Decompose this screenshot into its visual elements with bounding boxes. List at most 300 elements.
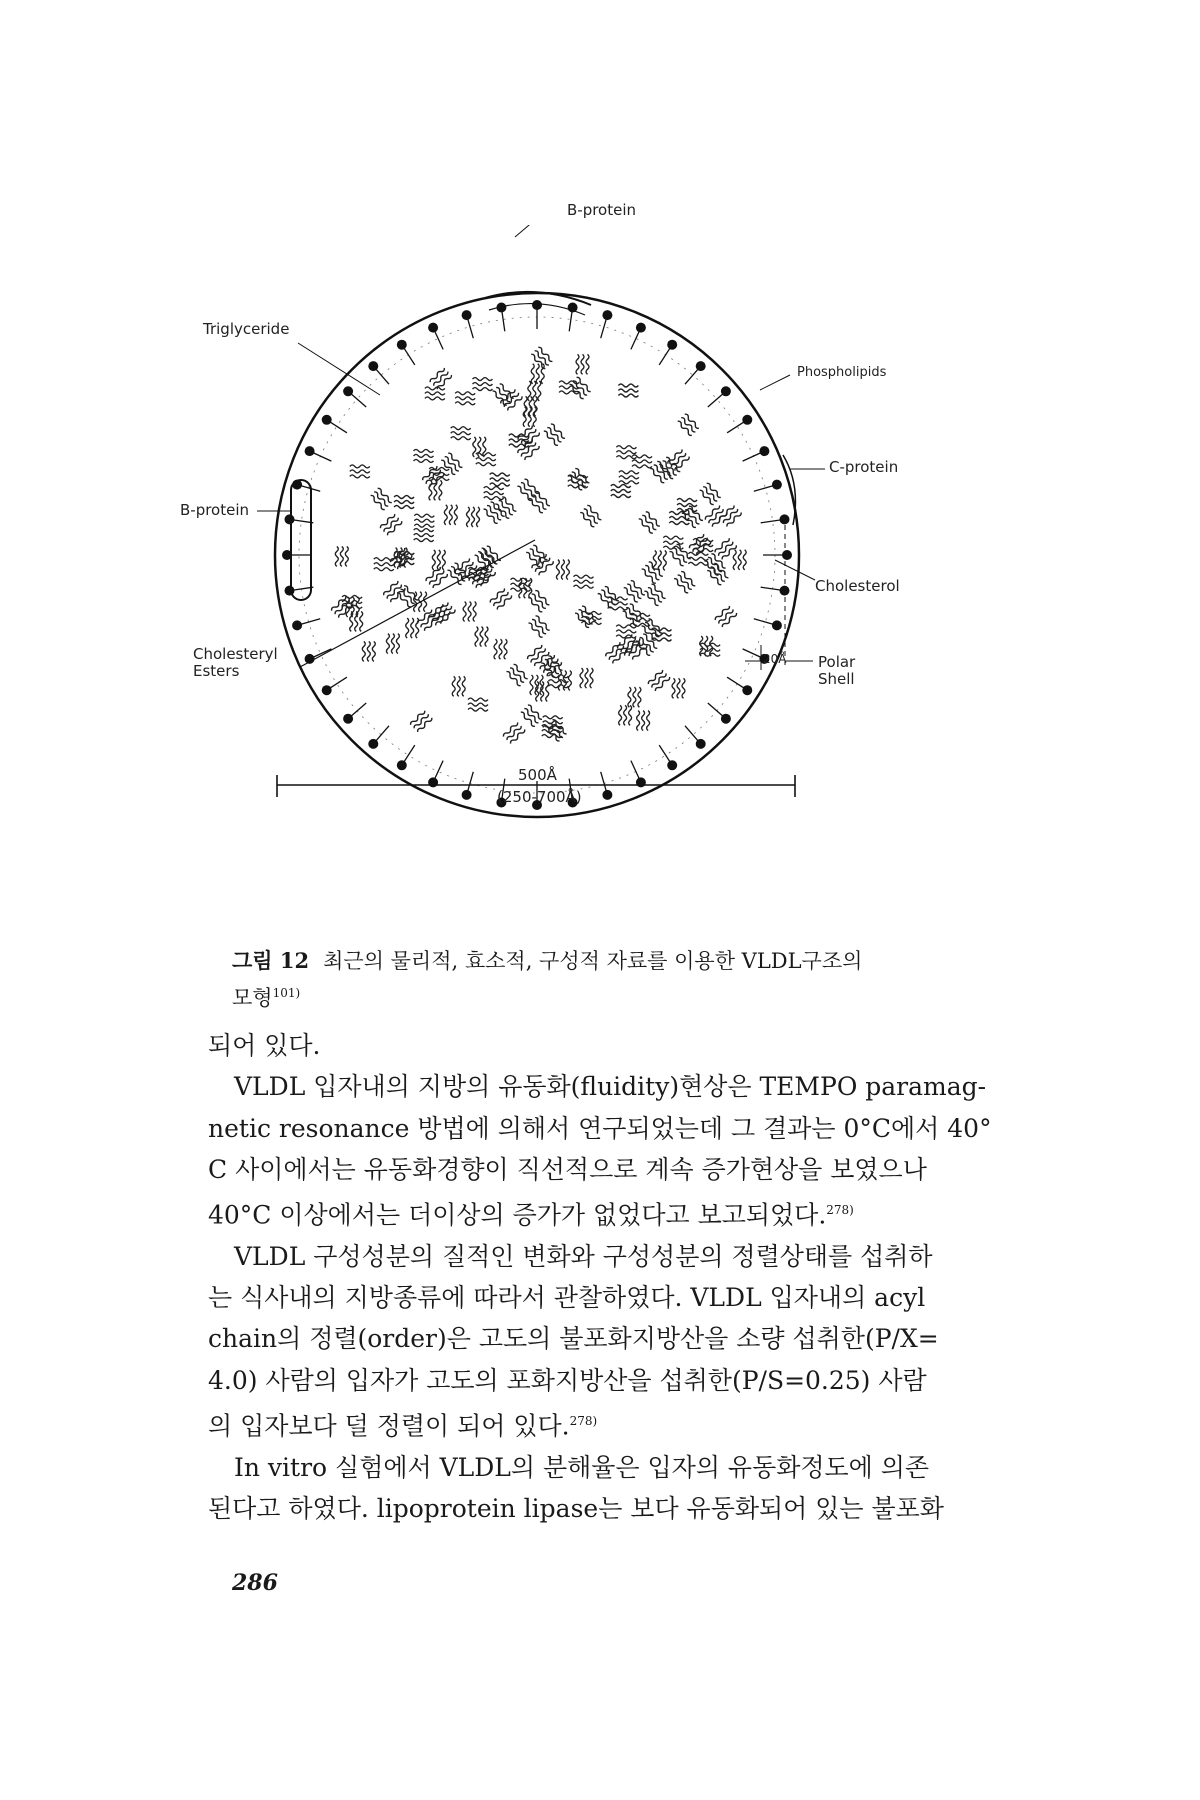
phospholipid-tail <box>310 451 332 461</box>
lipid-chain-cluster <box>677 413 700 436</box>
lipid-chain <box>658 550 661 570</box>
lipid-chain <box>444 505 447 525</box>
lipid-chain <box>432 550 435 570</box>
lipid-chain <box>632 455 652 458</box>
lipid-chain <box>586 354 589 374</box>
lipid-chain <box>561 560 564 580</box>
lipid-chain-cluster <box>489 587 512 610</box>
lipid-chain <box>374 563 394 566</box>
lipid-chain-cluster <box>637 711 650 731</box>
label-phospholipids: Phospholipids <box>797 365 887 380</box>
lipid-chain-cluster <box>425 566 448 589</box>
phospholipid-tail <box>727 677 747 690</box>
paragraph-3-line-5-wrap <box>208 1401 1038 1447</box>
lipid-chain <box>462 676 465 696</box>
lipid-chain-cluster <box>425 387 445 400</box>
lipid-chain <box>454 505 457 525</box>
lipid-chain-cluster <box>628 687 641 707</box>
paragraph-2-line-2: netic resonance 방법에 의해서 연구되었는데 그 결과는 0°C에서 40° <box>208 1113 992 1143</box>
lipid-chain <box>581 354 584 374</box>
lipid-chain <box>391 634 394 654</box>
lipid-chain <box>543 721 563 724</box>
vldl-structure-figure <box>180 201 1055 925</box>
lipid-chain <box>608 602 628 605</box>
lipid-chain <box>449 505 452 525</box>
lipid-chain-cluster <box>638 511 661 534</box>
lipid-chain <box>414 539 434 542</box>
phospholipid-tail <box>433 328 443 350</box>
lipid-chain <box>669 512 689 515</box>
lipid-chain <box>476 463 496 466</box>
lipid-chain <box>473 378 493 381</box>
lipid-chain <box>394 506 414 509</box>
lipid-chain-cluster <box>370 487 393 510</box>
vldl-particle-diagram <box>215 225 1055 925</box>
lipid-chain <box>473 437 476 457</box>
label-triglyceride: Triglyceride <box>203 320 290 338</box>
lipid-chain <box>538 381 541 401</box>
lipid-chain <box>618 394 638 397</box>
lipid-chain <box>372 641 375 661</box>
lipid-chain <box>556 560 559 580</box>
core-lipids <box>331 346 747 744</box>
lipid-chain <box>629 705 632 725</box>
phospholipids-leader <box>760 375 790 390</box>
lipid-chain-cluster <box>530 675 543 695</box>
lipid-chain <box>414 514 434 517</box>
lipid-chain <box>608 597 628 600</box>
lipid-chain <box>442 550 445 570</box>
lipid-chain-cluster <box>451 427 471 440</box>
lipid-chain <box>533 407 536 427</box>
lipid-chain-cluster <box>335 546 348 566</box>
paragraph-3-line-1: VLDL 구성성분의 질적인 변화와 구성성분의 정렬상태를 섭취하 <box>234 1241 933 1271</box>
lipid-chain <box>542 735 562 738</box>
lipid-chain <box>566 560 569 580</box>
lipid-chain-cluster <box>619 471 639 484</box>
paragraph-3-ref: 278) <box>569 1414 598 1428</box>
paragraph-2-line-4: 40°C 이상에서는 더이상의 증가가 없었다고 보고되었다. <box>208 1200 827 1230</box>
lipid-chain-cluster <box>505 663 528 686</box>
phospholipid-tail <box>433 761 443 783</box>
lipid-chain-cluster <box>531 553 554 576</box>
lipid-chain <box>669 522 689 525</box>
lipid-chain <box>677 499 697 502</box>
lipid-chain-cluster <box>704 504 727 527</box>
b-protein-left-band <box>291 480 311 600</box>
lipid-chain <box>490 478 510 481</box>
paragraph-3-line-4: 4.0) 사람의 입자가 고도의 포화지방산을 섭취한(P/S=0.25) 사람 <box>208 1365 927 1395</box>
label-cholesteryl-esters-2: Esters <box>193 662 240 680</box>
phospholipid-tail <box>743 451 765 461</box>
label-b-protein-top: B-protein <box>567 201 637 219</box>
body-text <box>208 1025 1038 1529</box>
phospholipid-head <box>292 620 302 630</box>
lipid-chain-cluster <box>714 605 737 628</box>
lipid-chain-cluster <box>669 512 689 525</box>
lipid-chain-cluster <box>414 529 434 542</box>
lipid-chain-cluster <box>677 499 697 512</box>
phospholipid-head <box>636 777 646 787</box>
lipid-chain <box>414 524 434 527</box>
lipid-chain <box>611 490 631 493</box>
lipid-chain <box>616 451 636 454</box>
lipid-chain <box>619 705 622 725</box>
phospholipid-tail <box>310 649 332 659</box>
lipid-chain-cluster <box>432 550 445 570</box>
phospholipid-tail <box>348 703 366 719</box>
lipid-chain <box>688 562 708 565</box>
lipid-chain-cluster <box>463 602 476 622</box>
label-b-protein-left: B-protein <box>180 501 250 519</box>
lipid-chain <box>638 687 641 707</box>
lipid-chain <box>672 678 675 698</box>
lipid-chain <box>350 475 370 478</box>
phospholipid-tail <box>631 328 641 350</box>
lipid-chain-cluster <box>475 627 488 647</box>
lipid-chain-cluster <box>688 552 708 565</box>
lipid-chain <box>642 711 645 731</box>
phospholipid-head <box>602 310 612 320</box>
lipid-chain <box>528 407 531 427</box>
lipid-chain <box>485 627 488 647</box>
lipid-chain <box>533 381 536 401</box>
lipid-chain-cluster <box>476 453 496 466</box>
label-cholesterol: Cholesterol <box>815 577 900 595</box>
lipid-chain <box>439 480 442 500</box>
lipid-chain-cluster <box>379 513 402 536</box>
lipid-chain <box>743 550 746 570</box>
lipid-chain-cluster <box>511 578 531 591</box>
lipid-chain <box>414 519 434 522</box>
lipid-chain <box>531 364 534 384</box>
lipid-chain-cluster <box>672 678 685 698</box>
figure-caption <box>232 945 1032 1014</box>
lipid-chain-cluster <box>473 378 493 391</box>
particle-outline <box>275 293 799 817</box>
paragraph-1: 되어 있다. <box>208 1031 321 1060</box>
lipid-chain <box>647 711 650 731</box>
lipid-chain <box>468 708 488 711</box>
lipid-chain <box>473 383 493 386</box>
lipid-chain-cluster <box>490 473 510 486</box>
lipid-chain-cluster <box>429 367 452 390</box>
lipid-chain-cluster <box>494 639 507 659</box>
phospholipid-tail <box>727 420 747 433</box>
lipid-chain <box>350 470 370 473</box>
lipid-chain-cluster <box>500 388 523 411</box>
lipid-chain-cluster <box>733 550 746 570</box>
phospholipid-head <box>636 323 646 333</box>
lipid-chain <box>688 557 708 560</box>
lipid-chain <box>484 497 504 500</box>
lipid-chain <box>360 611 363 631</box>
lipid-chain-cluster <box>619 705 632 725</box>
lipid-chain <box>624 705 627 725</box>
lipid-chain <box>590 668 593 688</box>
label-scale-main: 500Å <box>518 766 557 784</box>
lipid-chain-cluster <box>643 583 666 606</box>
lipid-chain <box>632 460 652 463</box>
lipid-chain <box>616 446 636 449</box>
lipid-chain-cluster <box>568 376 591 399</box>
caption-number: 그림 12 <box>232 948 310 973</box>
paragraph-3-line-3: chain의 정렬(order)은 고도의 불포화지방산을 소량 섭취한(P/X= <box>208 1324 939 1354</box>
lipid-chain <box>529 396 532 416</box>
phospholipid-head <box>602 790 612 800</box>
lipid-chain <box>468 602 471 622</box>
lipid-chain <box>452 676 455 696</box>
lipid-chain <box>499 639 502 659</box>
phospholipid-head <box>742 415 752 425</box>
phospholipid-tail <box>373 726 389 744</box>
paragraph-3-line-2: 는 식사내의 지방종류에 따라서 관찰하였다. VLDL 입자내의 acyl <box>208 1283 926 1313</box>
lipid-chain <box>546 681 549 701</box>
lipid-chain <box>425 392 445 395</box>
lipid-chain <box>619 471 639 474</box>
lipid-chain <box>574 575 594 578</box>
lipid-chain <box>362 641 365 661</box>
lipid-chain <box>682 678 685 698</box>
phospholipid-tail <box>685 726 701 744</box>
lipid-chain <box>455 392 475 395</box>
lipid-chain-cluster <box>632 455 652 468</box>
lipid-chain <box>475 627 478 647</box>
lipid-chain <box>451 427 471 430</box>
lipid-chain <box>437 550 440 570</box>
lipid-chain <box>414 529 434 532</box>
lipid-chain <box>406 618 409 638</box>
lipid-chain <box>632 465 652 468</box>
lipid-chain <box>611 485 631 488</box>
lipid-chain <box>457 676 460 696</box>
lipid-chain <box>494 639 497 659</box>
lipid-chain <box>472 507 475 527</box>
phospholipid-tail <box>327 420 347 433</box>
lipid-chain <box>394 501 414 504</box>
phospholipid-tail <box>631 761 641 783</box>
lipid-chain <box>576 354 579 374</box>
lipid-chain <box>455 402 475 405</box>
lipid-chain <box>414 449 434 452</box>
lipid-chain <box>414 454 434 457</box>
lipid-chain-cluster <box>681 505 704 528</box>
lipid-chain-cluster <box>616 625 636 638</box>
lipid-chain <box>345 546 348 566</box>
lipid-chain-cluster <box>525 544 548 567</box>
lipid-chain <box>504 639 507 659</box>
lipid-chain-cluster <box>410 710 433 733</box>
lipid-chain <box>455 397 475 400</box>
lipid-chain <box>568 671 571 691</box>
lipid-chain <box>534 396 537 416</box>
lipid-chain <box>473 388 493 391</box>
lipid-chain-cluster <box>467 507 480 527</box>
label-scale-range: (250-700Å) <box>497 788 582 806</box>
phospholipid-head <box>397 760 407 770</box>
lipid-chain <box>396 634 399 654</box>
lipid-chain-cluster <box>502 721 525 744</box>
lipid-chain <box>663 550 666 570</box>
lipid-chain <box>424 592 427 612</box>
lipid-chain-cluster <box>527 644 550 667</box>
lipid-chain-cluster <box>473 437 486 457</box>
lipid-chain-cluster <box>440 452 463 475</box>
lipid-chain <box>574 585 594 588</box>
lipid-chain-cluster <box>528 381 541 401</box>
lipid-chain <box>335 546 338 566</box>
lipid-chain <box>528 381 531 401</box>
lipid-chain <box>585 668 588 688</box>
lipid-chain <box>653 550 656 570</box>
lipid-chain-cluster <box>362 641 375 661</box>
lipid-chain-cluster <box>484 487 504 500</box>
lipid-chain <box>543 716 563 719</box>
lipid-chain <box>616 625 636 628</box>
paragraph-2-line-3: C 사이에서는 유동화경향이 직선적으로 계속 증가현상을 보였으나 <box>208 1154 927 1184</box>
lipid-chain-cluster <box>414 449 434 462</box>
phospholipid-tail <box>402 345 415 365</box>
lipid-chain <box>367 641 370 661</box>
lipid-chain-cluster <box>699 482 722 505</box>
lipid-chain <box>484 492 504 495</box>
lipid-chain <box>574 580 594 583</box>
phospholipid-tail <box>708 391 726 407</box>
lipid-chain <box>473 602 476 622</box>
lipid-chain-cluster <box>468 698 488 711</box>
lipid-chain <box>633 687 636 707</box>
lipid-chain <box>523 407 526 427</box>
lipid-chain <box>411 618 414 638</box>
lipid-chain-cluster <box>576 354 589 374</box>
lipid-chain <box>616 456 636 459</box>
lipid-chain <box>618 384 638 387</box>
lipid-chain-cluster <box>556 560 569 580</box>
lipid-chain <box>663 536 683 539</box>
lipid-chain <box>630 623 650 626</box>
lipid-chain <box>374 568 394 571</box>
phospholipid-tail <box>685 366 701 384</box>
label-c-protein: C-protein <box>829 458 899 476</box>
lipid-chain-cluster <box>543 423 566 446</box>
lipid-chain <box>637 711 640 731</box>
lipid-chain <box>677 509 697 512</box>
b-protein-top-leader <box>515 225 535 237</box>
lipid-chain <box>414 459 434 462</box>
caption-text-line2: 모형 <box>232 986 273 1010</box>
label-polar-shell-1: Polar <box>818 653 856 671</box>
lipid-chain <box>467 507 470 527</box>
phospholipid-tail <box>327 677 347 690</box>
lipid-chain-cluster <box>394 496 414 509</box>
lipid-chain-cluster <box>406 618 419 638</box>
phospholipid-heads <box>282 300 792 810</box>
lipid-chain-cluster <box>611 485 631 498</box>
lipid-chain <box>429 480 432 500</box>
lipid-chain-cluster <box>452 676 465 696</box>
lipid-chain <box>619 476 639 479</box>
lipid-chain <box>468 703 488 706</box>
page-number: 286 <box>232 1570 278 1596</box>
label-polar-shell-2: Shell <box>818 670 855 688</box>
lipid-chain <box>733 550 736 570</box>
lipid-chain <box>425 397 445 400</box>
lipid-chain <box>738 550 741 570</box>
lipid-chain <box>524 396 527 416</box>
lipid-chain-cluster <box>444 505 457 525</box>
lipid-chain <box>476 458 496 461</box>
lipid-chain-cluster <box>706 562 729 585</box>
lipid-chain <box>414 534 434 537</box>
lipid-chain <box>688 552 708 555</box>
paragraph-2-line-4-wrap <box>208 1190 1038 1236</box>
lipid-chain-cluster <box>579 504 602 527</box>
lipid-chain <box>580 668 583 688</box>
lipid-chain <box>451 432 471 435</box>
paragraph-2-line-1: VLDL 입자내의 지방의 유동화(fluidity)현상은 TEMPO paramag- <box>234 1072 987 1102</box>
lipid-chain-cluster <box>616 446 636 459</box>
lipid-chain-cluster <box>414 514 434 527</box>
lipid-chain-cluster <box>536 681 549 701</box>
lipid-chain <box>480 627 483 647</box>
lipid-chain <box>451 437 471 440</box>
lipid-chain <box>490 473 510 476</box>
caption-ref: 101) <box>272 986 301 1000</box>
lipid-chain <box>386 634 389 654</box>
lipid-chain <box>677 504 697 507</box>
lipid-chain <box>663 541 683 544</box>
lipid-chain <box>619 481 639 484</box>
label-cholesteryl-esters-1: Cholesteryl <box>193 645 278 663</box>
lipid-chain <box>463 602 466 622</box>
lipid-chain <box>394 496 414 499</box>
lipid-chain <box>618 389 638 392</box>
lipid-chain <box>350 465 370 468</box>
paragraph-4-line-2: 된다고 하였다. lipoprotein lipase는 보다 유동화되어 있는 불포화 <box>208 1493 944 1523</box>
phospholipid-tail <box>708 703 726 719</box>
lipid-chain-cluster <box>455 392 475 405</box>
lipid-chain <box>477 507 480 527</box>
lipid-chain-cluster <box>618 384 638 397</box>
lipid-chain <box>628 687 631 707</box>
lipid-chain <box>616 630 636 633</box>
lipid-chain <box>340 546 343 566</box>
caption-text: 최근의 물리적, 효소적, 구성적 자료를 이용한 VLDL구조의 <box>323 949 863 973</box>
lipid-chain <box>530 675 533 695</box>
paragraph-3-line-5: 의 입자보다 덜 정렬이 되어 있다. <box>208 1411 570 1441</box>
lipid-chain-cluster <box>574 575 594 588</box>
lipid-chain-cluster <box>520 704 543 727</box>
label-shell-thickness: 20Å <box>763 652 787 666</box>
cholesterol-leader <box>775 560 815 580</box>
phospholipid-tail <box>348 391 366 407</box>
phospholipid-tail <box>402 745 415 765</box>
paragraph-4-line-1: In vitro 실험에서 VLDL의 분해율은 입자의 유동화정도에 의존 <box>234 1452 930 1482</box>
phospholipid-tail <box>373 366 389 384</box>
paragraph-2-ref: 278) <box>826 1203 854 1218</box>
lipid-chain-cluster <box>524 396 537 416</box>
lipid-chain-cluster <box>647 669 670 692</box>
lipid-chain-cluster <box>653 550 666 570</box>
triglyceride-leader <box>298 343 380 395</box>
lipid-chain <box>490 483 510 486</box>
lipid-chain-cluster <box>527 615 550 638</box>
lipid-chain <box>425 387 445 390</box>
lipid-chain <box>468 698 488 701</box>
lipid-chain-cluster <box>673 571 696 594</box>
lipid-chain-cluster <box>580 668 593 688</box>
lipid-chain <box>484 487 504 490</box>
